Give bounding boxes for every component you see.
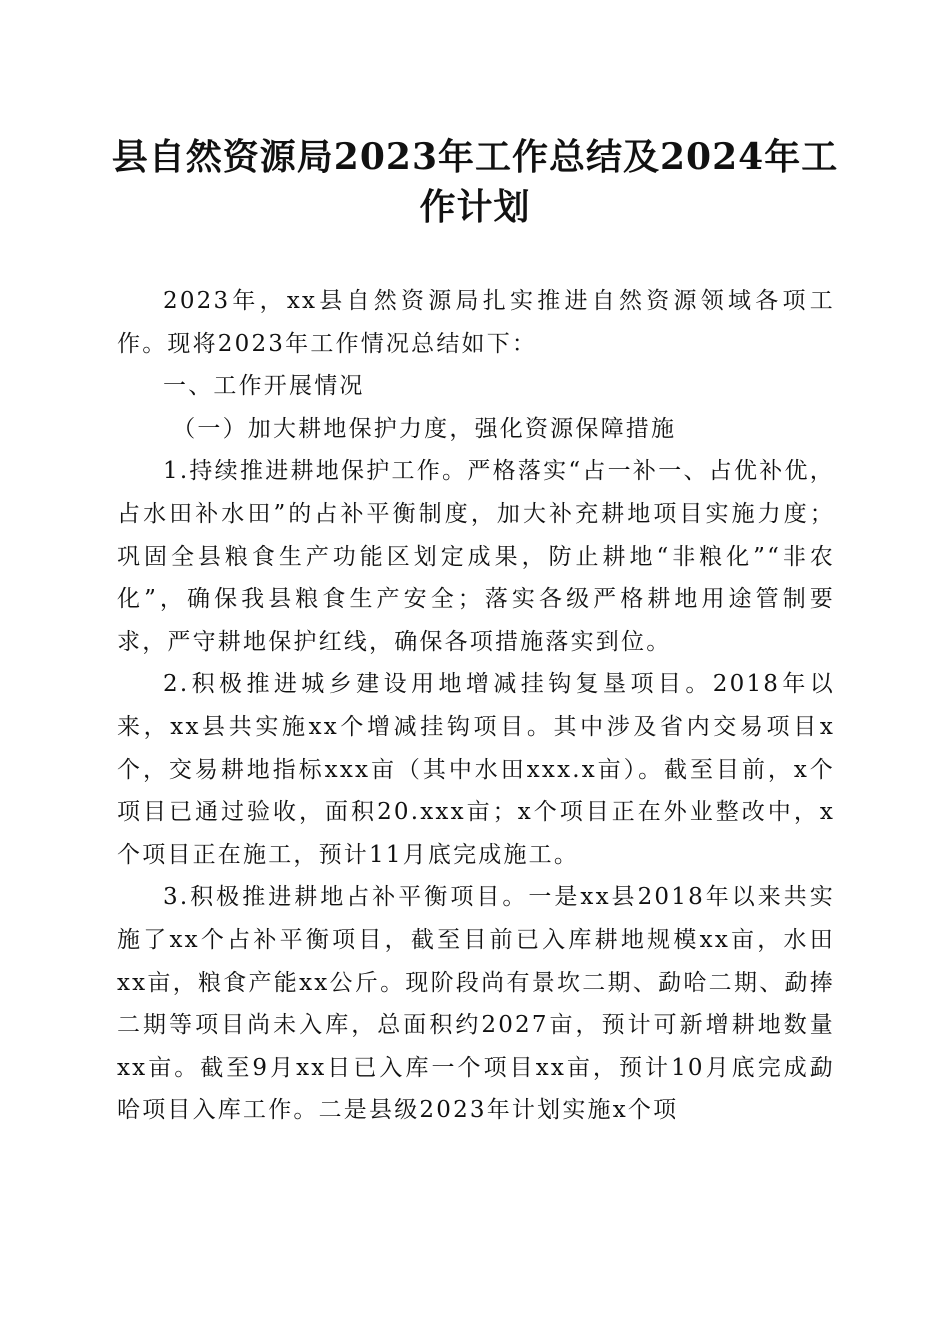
document-title: 县自然资源局2023年工作总结及2024年工作计划 (111, 136, 839, 228)
paragraph-item-3: 3.积极推进耕地占补平衡项目。一是xx县2018年以来共实施了xx个占补平衡项目，截至目前已入库耕地规模xx亩，水田xx亩，粮食产能xx公斤。现阶段尚有景坎二期、勐哈二期、勐捧二期等项目尚未入库，总面积约2027亩，预计可新增耕地数量xx亩。截至9月xx日已入库一个项目xx亩，预计10月底完成勐哈项目入库工作。二是县级2023年计划实施x个项 (117, 884, 835, 1124)
section-heading: 一、工作开展情况 (163, 373, 365, 400)
document-body (117, 280, 835, 1132)
paragraph-item-1: 1.持续推进耕地保护工作。严格落实“占一补一、占优补优，占水田补水田”的占补平衡制度，加大补充耕地项目实施力度；巩固全县粮食生产功能区划定成果，防止耕地“非粮化”“非农化”，确保我县粮食生产安全；落实各级严格耕地用途管制要求，严守耕地保护红线，确保各项措施落实到位。 (117, 458, 835, 655)
intro-paragraph: 2023年，xx县自然资源局扎实推进自然资源领域各项工作。现将2023年工作情况总结如下： (117, 288, 835, 357)
paragraph-item-2: 2.积极推进城乡建设用地增减挂钩复垦项目。2018年以来，xx县共实施xx个增减挂钩项目。其中涉及省内交易项目x个，交易耕地指标xxx亩（其中水田xxx.x亩）。截至目前，x个项目已通过验收，面积20.xxx亩；x个项目正在外业整改中，x个项目正在施工，预计11月底完成施工。 (117, 671, 835, 868)
subsection-heading: （一）加大耕地保护力度，强化资源保障措施 (172, 415, 677, 442)
